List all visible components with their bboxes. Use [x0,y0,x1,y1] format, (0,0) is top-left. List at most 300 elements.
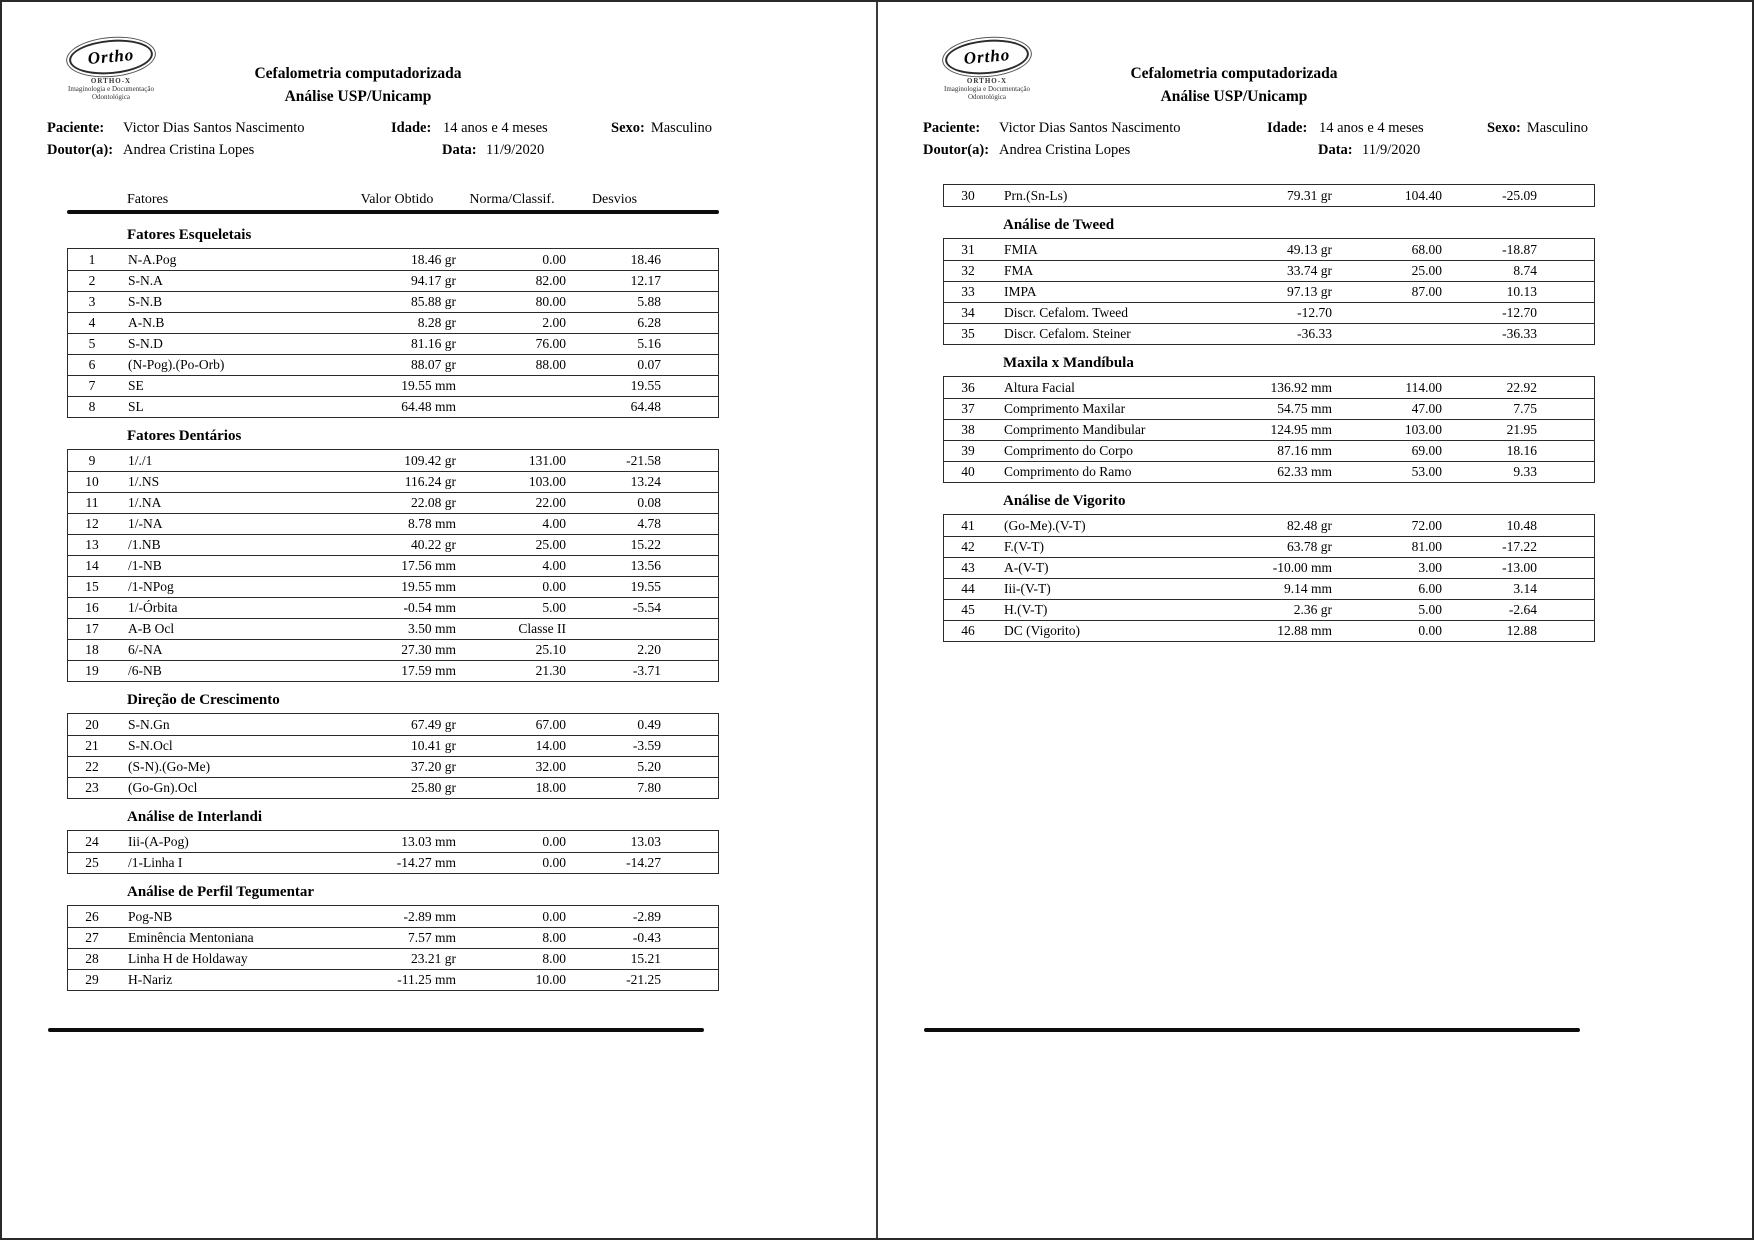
row-factor: 1/.NS [128,474,160,489]
row-number: 10 [85,474,99,489]
row-value: 27.30 mm [401,642,456,657]
row-factor: (N-Pog).(Po-Orb) [128,357,225,372]
row-norm: 14.00 [535,738,566,753]
row-norm: 0.00 [1418,623,1442,638]
row-factor: H.(V-T) [1004,602,1048,617]
row-deviation: 13.24 [630,474,661,489]
row-deviation: 6.28 [637,315,661,330]
row-value: -14.27 mm [396,855,456,870]
row-factor: /1-Linha I [128,855,183,870]
row-deviation: -12.70 [1502,305,1537,320]
logo-caption-line1: ORTHO-X [90,77,132,85]
row-value: 18.46 gr [411,251,456,267]
row-deviation: -36.33 [1502,326,1537,341]
row-number: 17 [85,621,99,636]
row-factor: Comprimento Maxilar [1004,401,1126,416]
row-number: 34 [961,305,975,320]
row-factor: Pog-NB [128,908,173,924]
row-factor: S-N.A [128,273,163,288]
row-value: 116.24 gr [404,474,456,489]
row-norm: 0.00 [542,908,566,924]
row-deviation: 5.20 [637,759,661,774]
row-factor: /6-NB [128,663,162,678]
row-value: 85.88 gr [411,294,456,309]
row-value: 17.59 mm [401,663,456,678]
row-factor: S-N.Ocl [128,738,173,753]
row-number: 5 [88,336,96,351]
table-row [68,948,718,969]
row-norm: 0.00 [542,251,566,267]
patient-label: Paciente: [47,120,105,136]
row-deviation: 18.16 [1506,443,1537,458]
row-deviation: -2.64 [1508,602,1537,617]
row-value: 19.55 mm [401,378,456,393]
row-factor: DC (Vigorito) [1004,623,1081,638]
row-number: 23 [85,780,99,795]
row-deviation: 13.03 [630,833,661,849]
row-deviation: 64.48 [630,399,661,414]
table-row [68,906,718,927]
report-subtitle: Análise USP/Unicamp [284,88,432,105]
logo-brand-text: Ortho [962,45,1011,68]
row-number: 7 [88,378,96,393]
row-deviation: 22.92 [1506,379,1537,395]
row-number: 20 [85,716,99,732]
row-deviation: -25.09 [1502,187,1537,203]
table-row [944,599,1594,620]
row-value: -2.89 mm [403,908,456,924]
row-number: 15 [85,579,99,594]
section-rows [67,830,719,874]
row-norm: 88.00 [535,357,566,372]
logo-caption-line1: ORTHO-X [966,77,1008,85]
table-section [67,808,719,874]
doctor-name: Andrea Cristina Lopes [123,142,255,158]
table-row [944,260,1594,281]
row-norm: 47.00 [1411,401,1442,416]
section-rows [943,238,1595,345]
report-subtitle: Análise USP/Unicamp [1160,88,1308,105]
age-label: Idade: [1267,120,1308,136]
row-deviation: 15.21 [630,951,661,966]
table-row [68,660,718,681]
row-number: 42 [961,539,975,554]
row-deviation: 7.80 [637,780,661,795]
table-row [68,333,718,354]
row-deviation: -2.89 [632,908,661,924]
row-deviation: 7.75 [1513,401,1537,416]
section-title: Fatores Esqueletais [127,227,252,243]
patient-info-row-1 [47,120,846,142]
row-factor: Eminência Mentoniana [128,930,254,945]
table-row [944,377,1594,398]
table-row [68,396,718,417]
row-value: 49.13 gr [1287,241,1332,257]
row-factor: FMIA [1004,241,1038,257]
row-value: 88.07 gr [411,357,456,372]
row-deviation: 21.95 [1506,422,1537,437]
row-value: -36.33 [1297,326,1332,341]
row-value: -10.00 mm [1272,560,1332,575]
section-rows [67,248,719,418]
row-factor: S-N.Gn [128,716,170,732]
table-row [68,969,718,990]
row-value: 2.36 gr [1293,602,1332,617]
row-deviation: -21.25 [626,972,661,987]
row-factor: Altura Facial [1004,379,1075,395]
table-row [944,620,1594,641]
row-number: 9 [88,452,96,468]
row-number: 44 [961,581,975,596]
row-deviation: 12.17 [630,273,661,288]
row-number: 43 [961,560,975,575]
row-number: 1 [88,251,96,267]
row-value: 22.08 gr [411,495,456,510]
row-deviation: 10.48 [1506,517,1537,533]
age-label: Idade: [391,120,432,136]
row-number: 4 [88,315,96,330]
row-norm: 80.00 [535,294,566,309]
row-norm: 53.00 [1411,464,1442,479]
row-factor: Discr. Cefalom. Steiner [1004,326,1131,341]
table-row [944,281,1594,302]
doctor-label: Doutor(a): [923,142,990,158]
row-factor: 1/-NA [128,516,163,531]
section-rows [67,905,719,991]
row-factor: (Go-Gn).Ocl [128,780,198,795]
table-row [68,471,718,492]
row-deviation: 4.78 [637,516,661,531]
table-row [68,354,718,375]
table-row [944,398,1594,419]
patient-info-row-1 [923,120,1722,142]
row-factor: Prn.(Sn-Ls) [1004,187,1068,203]
row-number: 3 [88,294,96,309]
table-row [68,831,718,852]
row-value: 12.88 mm [1277,623,1332,638]
page-header [2,2,876,120]
row-number: 25 [85,855,99,870]
row-factor: Comprimento do Ramo [1004,464,1132,479]
row-norm: 8.00 [542,951,566,966]
row-value: 109.42 gr [404,452,456,468]
row-value: 19.55 mm [401,579,456,594]
row-factor: SE [128,378,144,393]
table-row [68,777,718,798]
row-number: 41 [961,517,975,533]
row-factor: A-(V-T) [1004,560,1049,575]
row-number: 30 [961,187,975,203]
table-row [68,756,718,777]
table-row [944,461,1594,482]
row-value: 3.50 mm [407,621,456,636]
table-section [67,691,719,799]
row-factor: S-N.B [128,294,163,309]
report-title-block [878,62,1590,108]
row-number: 6 [88,357,96,372]
row-deviation: 5.16 [637,336,661,351]
row-deviation: 9.33 [1513,464,1537,479]
row-number: 33 [961,284,975,299]
table-section [943,354,1595,483]
row-number: 11 [85,495,99,510]
row-number: 38 [961,422,975,437]
age-value: 14 anos e 4 meses [1319,120,1424,136]
section-title: Análise de Vigorito [1003,493,1126,509]
report-title: Cefalometria computadorizada [1130,65,1338,82]
table-row [68,270,718,291]
row-norm: 0.00 [542,833,566,849]
row-norm: 67.00 [535,716,566,732]
table-row [944,185,1594,206]
row-norm: 72.00 [1411,517,1442,533]
row-value: 37.20 gr [411,759,456,774]
row-value: 124.95 mm [1270,422,1332,437]
row-value: 63.78 gr [1287,539,1332,554]
doctor-name: Andrea Cristina Lopes [999,142,1131,158]
logo-caption-line3: Odontológica [91,93,131,101]
table-row [944,440,1594,461]
row-factor: F.(V-T) [1004,539,1045,554]
row-norm: 69.00 [1411,443,1442,458]
row-value: 7.57 mm [407,930,456,945]
row-factor: Comprimento do Corpo [1004,443,1133,458]
table-row [68,513,718,534]
row-value: 64.48 mm [401,399,456,414]
patient-label: Paciente: [923,120,981,136]
row-deviation: -17.22 [1502,539,1537,554]
table-row [68,291,718,312]
table-row [68,555,718,576]
column-header-norma: Norma/Classif. [469,192,555,207]
row-number: 26 [85,908,99,924]
row-factor: 1/-Órbita [128,600,178,615]
table-row [944,557,1594,578]
row-value: 40.22 gr [411,537,456,552]
column-header-valor: Valor Obtido [360,192,434,207]
row-number: 18 [85,642,99,657]
patient-name: Victor Dias Santos Nascimento [999,120,1181,136]
sex-value: Masculino [1526,120,1589,136]
row-deviation: 19.55 [630,579,661,594]
row-value: -0.54 mm [403,600,456,615]
table-section [943,492,1595,642]
table-section [67,427,719,682]
row-number: 14 [85,558,99,573]
table-row [68,576,718,597]
table-row [68,927,718,948]
row-value: 62.33 mm [1277,464,1332,479]
row-norm: 25.00 [1411,263,1442,278]
row-norm: 82.00 [535,273,566,288]
table-section [67,226,719,418]
row-number: 8 [88,399,96,414]
row-factor: S-N.D [128,336,163,351]
row-factor: (Go-Me).(V-T) [1004,517,1086,533]
row-norm: 4.00 [542,558,566,573]
row-norm: 6.00 [1418,581,1442,596]
analysis-table-page-1 [67,226,719,991]
row-value: 10.41 gr [411,738,456,753]
row-norm: 81.00 [1411,539,1442,554]
footer-rule [924,1028,1580,1032]
row-norm: 103.00 [1404,422,1442,437]
header-rule [67,210,719,214]
section-rows [67,449,719,682]
row-value: 8.78 mm [407,516,456,531]
row-norm: 0.00 [542,579,566,594]
row-value: 13.03 mm [401,833,456,849]
row-factor: A-N.B [128,315,165,330]
row-value: -12.70 [1297,305,1332,320]
row-number: 22 [85,759,99,774]
table-row [68,639,718,660]
row-deviation: 12.88 [1506,623,1537,638]
row-number: 21 [85,738,99,753]
row-value: 9.14 mm [1283,581,1332,596]
row-value: 82.48 gr [1287,517,1332,533]
row-deviation: 3.14 [1513,581,1537,596]
row-deviation: -13.00 [1502,560,1537,575]
table-row [68,714,718,735]
patient-name: Victor Dias Santos Nascimento [123,120,305,136]
row-deviation: 18.46 [630,251,661,267]
row-number: 24 [85,833,99,849]
row-norm: 10.00 [535,972,566,987]
logo-brand-text: Ortho [86,45,135,68]
table-row [944,239,1594,260]
row-number: 13 [85,537,99,552]
patient-info-row-2 [47,142,846,164]
row-deviation: 2.20 [637,642,661,657]
row-norm: 21.30 [535,663,566,678]
table-section [943,184,1595,207]
section-title: Análise de Tweed [1003,217,1115,233]
row-number: 19 [85,663,99,678]
table-row [68,618,718,639]
row-number: 36 [961,379,975,395]
row-value: 54.75 mm [1277,401,1332,416]
row-deviation: 5.88 [637,294,661,309]
row-factor: /1-NB [128,558,162,573]
row-norm: 3.00 [1418,560,1442,575]
row-number: 35 [961,326,975,341]
column-header-desvios: Desvios [591,192,638,207]
row-number: 16 [85,600,99,615]
table-row [944,302,1594,323]
section-rows [67,713,719,799]
row-value: 81.16 gr [411,336,456,351]
table-section [67,883,719,991]
row-factor: A-B Ocl [128,621,175,636]
row-deviation: -3.59 [632,738,661,753]
table-row [68,735,718,756]
patient-info [47,120,846,164]
row-factor: 1/.NA [128,495,162,510]
row-norm: 5.00 [1418,602,1442,617]
row-number: 39 [961,443,975,458]
patient-info-row-2 [923,142,1722,164]
row-norm: 87.00 [1411,284,1442,299]
table-row [68,375,718,396]
table-row [944,578,1594,599]
table-column-headers [67,190,719,210]
table-row [944,419,1594,440]
row-value: 97.13 gr [1287,284,1332,299]
row-deviation: -14.27 [626,855,661,870]
row-norm: 68.00 [1411,241,1442,257]
section-rows [943,376,1595,483]
row-value: -11.25 mm [397,972,456,987]
row-number: 46 [961,623,975,638]
row-deviation: -21.58 [626,452,661,468]
row-factor: Comprimento Mandibular [1004,422,1146,437]
row-norm: Classe II [518,621,566,636]
row-factor: H-Nariz [128,972,173,987]
row-factor: FMA [1004,263,1034,278]
row-number: 29 [85,972,99,987]
table-row [68,249,718,270]
section-title: Direção de Crescimento [127,692,280,708]
row-norm: 131.00 [528,452,566,468]
report-title-block [2,62,714,108]
row-deviation: 0.08 [637,495,661,510]
section-title: Análise de Perfil Tegumentar [127,884,315,900]
row-deviation: 13.56 [630,558,661,573]
section-title: Análise de Interlandi [127,809,263,825]
table-row [68,450,718,471]
row-norm: 25.10 [535,642,566,657]
table-row [944,536,1594,557]
row-value: 8.28 gr [417,315,456,330]
row-deviation: -0.43 [632,930,661,945]
sex-label: Sexo: [1487,120,1521,136]
patient-info [923,120,1722,164]
report-title: Cefalometria computadorizada [254,65,462,82]
row-value: 17.56 mm [401,558,456,573]
row-deviation: 10.13 [1506,284,1537,299]
row-norm: 32.00 [535,759,566,774]
row-factor: 1/./1 [128,452,153,468]
row-norm: 5.00 [542,600,566,615]
sex-label: Sexo: [611,120,645,136]
row-factor: Iii-(A-Pog) [128,833,189,849]
date-label: Data: [442,142,477,158]
report-page-1 [2,2,877,1238]
row-number: 31 [961,241,975,257]
section-rows [943,184,1595,207]
column-header-fatores: Fatores [127,192,169,207]
table-row [68,312,718,333]
row-norm: 8.00 [542,930,566,945]
row-deviation: -3.71 [632,663,661,678]
row-value: 25.80 gr [411,780,456,795]
row-factor: Iii-(V-T) [1004,581,1051,596]
row-norm: 2.00 [542,315,566,330]
logo-caption-line3: Odontológica [967,93,1007,101]
row-factor: N-A.Pog [128,251,177,267]
row-factor: Linha H de Holdaway [128,951,248,966]
row-deviation: 8.74 [1513,263,1537,278]
sex-value: Masculino [650,120,713,136]
row-value: 87.16 mm [1277,443,1332,458]
row-value: 94.17 gr [411,273,456,288]
table-row [68,534,718,555]
row-value: 67.49 gr [411,716,456,732]
row-number: 37 [961,401,975,416]
row-deviation: 15.22 [630,537,661,552]
table-row [944,515,1594,536]
